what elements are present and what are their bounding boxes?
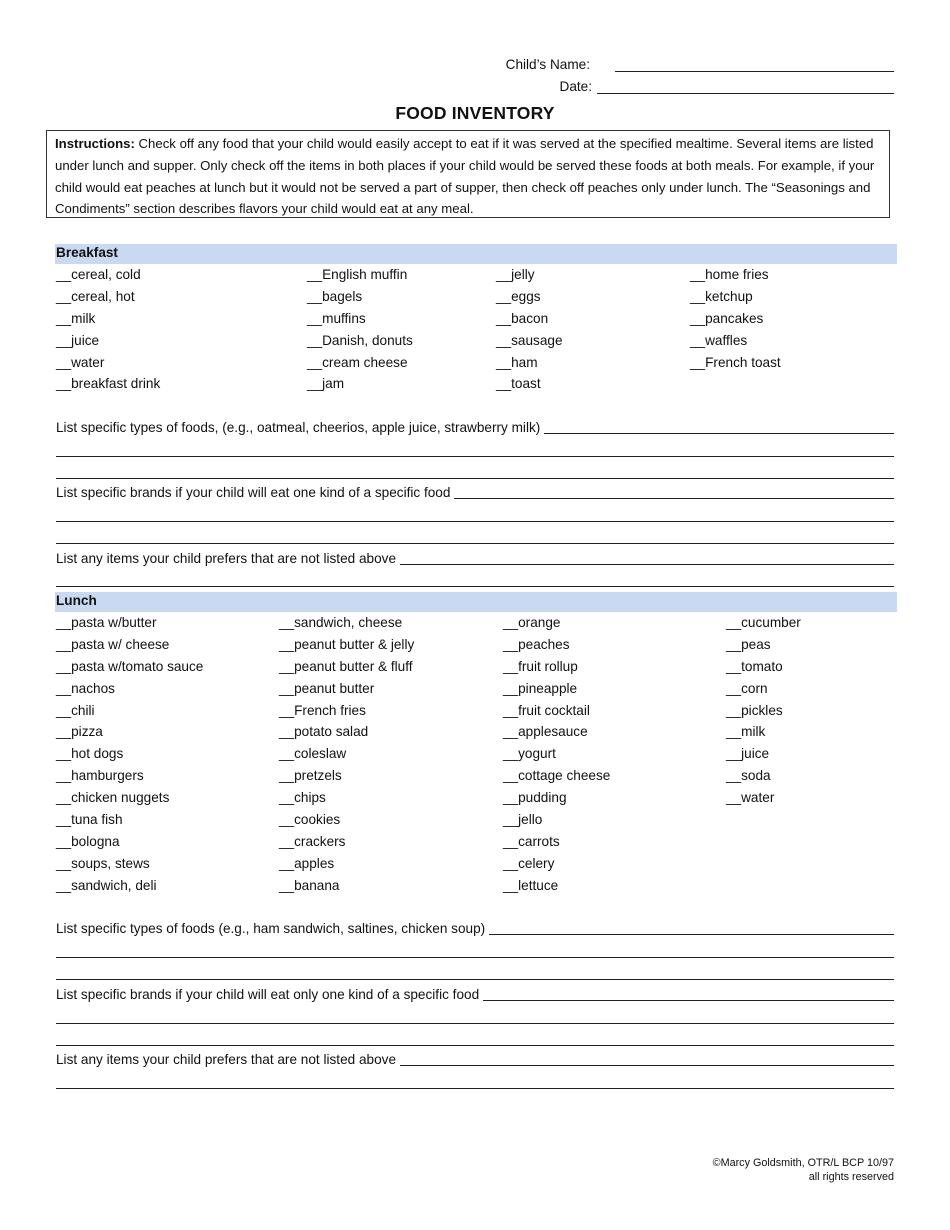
list-item[interactable]: __waffles bbox=[690, 332, 748, 348]
list-item[interactable]: __yogurt bbox=[503, 746, 556, 762]
instructions-text: Check off any food that your child would easily accept to eat if it was served at the specified mealtime. Several items are listed under lunch and supper. Only check off the items in both places if your child would be served these foods at both meals. For example, if your child would eat peaches at lunch but it would not be served a part of supper, then check off peaches only under lunch. The “Seasonings and Condiments” section describes flavors your child would eat at any meal. bbox=[55, 136, 875, 217]
list-item[interactable]: __banana bbox=[279, 877, 340, 893]
list-item[interactable]: __juice bbox=[56, 332, 100, 348]
rights-line: all rights reserved bbox=[808, 1171, 894, 1183]
breakfast-types-prompt bbox=[56, 414, 894, 436]
answer-line[interactable] bbox=[56, 1023, 894, 1024]
list-item[interactable]: __pudding bbox=[503, 790, 567, 806]
list-item[interactable]: __applesauce bbox=[503, 724, 588, 740]
breakfast-column-2 bbox=[307, 264, 413, 395]
lunch-column-1 bbox=[56, 612, 203, 897]
copyright-line: ©Marcy Goldsmith, OTR/L BCP 10/97 bbox=[712, 1157, 894, 1169]
lunch-section-header bbox=[55, 592, 897, 612]
child-name-label: Child’s Name: bbox=[505, 57, 590, 72]
list-item[interactable]: __peanut butter & jelly bbox=[279, 636, 415, 652]
lunch-heading: Lunch bbox=[56, 593, 97, 608]
answer-line[interactable] bbox=[483, 1000, 894, 1001]
list-item[interactable]: __jello bbox=[503, 812, 543, 828]
list-item[interactable]: __crackers bbox=[279, 833, 346, 849]
answer-line[interactable] bbox=[56, 521, 894, 522]
list-item[interactable]: __hamburgers bbox=[56, 768, 144, 784]
list-item[interactable]: __nachos bbox=[56, 680, 115, 696]
list-item[interactable]: __pasta w/tomato sauce bbox=[56, 658, 204, 674]
list-item[interactable]: __celery bbox=[503, 855, 555, 871]
answer-line[interactable] bbox=[489, 934, 894, 935]
list-item[interactable]: __bagels bbox=[307, 288, 363, 304]
list-item[interactable]: __cucumber bbox=[726, 615, 801, 630]
list-item[interactable]: __cookies bbox=[279, 812, 341, 828]
answer-line[interactable] bbox=[544, 433, 894, 434]
list-item[interactable]: __chicken nuggets bbox=[56, 790, 170, 806]
prompt-label: List specific brands if your child will eat one kind of a specific food bbox=[56, 485, 451, 500]
list-item[interactable]: __cream cheese bbox=[307, 354, 408, 370]
list-item[interactable]: __soda bbox=[726, 768, 771, 784]
list-item[interactable]: __sandwich, cheese bbox=[279, 615, 403, 630]
list-item[interactable]: __milk bbox=[726, 724, 766, 740]
list-item[interactable]: __cereal, cold bbox=[56, 267, 141, 282]
lunch-types-prompt bbox=[56, 915, 894, 937]
list-item[interactable]: __jam bbox=[307, 376, 345, 392]
list-item[interactable]: __juice bbox=[726, 746, 770, 762]
list-item[interactable]: __muffins bbox=[307, 310, 366, 326]
answer-line[interactable] bbox=[400, 1065, 894, 1066]
list-item[interactable]: __sandwich, deli bbox=[56, 877, 157, 893]
answer-line[interactable] bbox=[56, 1088, 894, 1089]
list-item[interactable]: __ketchup bbox=[690, 288, 753, 304]
list-item[interactable]: __corn bbox=[726, 680, 768, 696]
list-item[interactable]: __pickles bbox=[726, 702, 783, 718]
breakfast-brands-prompt bbox=[56, 479, 894, 501]
list-item[interactable]: __cottage cheese bbox=[503, 768, 611, 784]
date-label: Date: bbox=[559, 79, 592, 94]
list-item[interactable]: __lettuce bbox=[503, 877, 559, 893]
list-item[interactable]: __orange bbox=[503, 615, 561, 630]
list-item[interactable]: __peanut butter bbox=[279, 680, 375, 696]
list-item[interactable]: __French fries bbox=[279, 702, 366, 718]
list-item[interactable]: __eggs bbox=[496, 288, 541, 304]
list-item[interactable]: __breakfast drink bbox=[56, 376, 161, 392]
list-item[interactable]: __hot dogs bbox=[56, 746, 124, 762]
list-item[interactable]: __tomato bbox=[726, 658, 783, 674]
list-item[interactable]: __bologna bbox=[56, 833, 120, 849]
list-item[interactable]: __pancakes bbox=[690, 310, 764, 326]
date-field[interactable] bbox=[597, 93, 894, 94]
list-item[interactable]: __fruit rollup bbox=[503, 658, 578, 674]
list-item[interactable]: __peaches bbox=[503, 636, 570, 652]
answer-line[interactable] bbox=[56, 456, 894, 457]
lunch-column-2 bbox=[279, 612, 414, 897]
list-item[interactable]: __potato salad bbox=[279, 724, 369, 740]
breakfast-column-4 bbox=[690, 264, 781, 373]
answer-line[interactable] bbox=[56, 957, 894, 958]
breakfast-column-1 bbox=[56, 264, 160, 395]
list-item[interactable]: __apples bbox=[279, 855, 335, 871]
list-item[interactable]: __pasta w/ cheese bbox=[56, 636, 170, 652]
list-item[interactable]: __pasta w/butter bbox=[56, 615, 157, 630]
prompt-label: List any items your child prefers that are not listed above bbox=[56, 551, 397, 566]
breakfast-section-header bbox=[55, 244, 897, 264]
prompt-label: List specific brands if your child will eat only one kind of a specific food bbox=[56, 987, 480, 1002]
list-item[interactable]: __coleslaw bbox=[279, 746, 347, 762]
list-item[interactable]: __tuna fish bbox=[56, 812, 123, 828]
instructions-box bbox=[46, 130, 890, 218]
list-item[interactable]: __pineapple bbox=[503, 680, 578, 696]
list-item[interactable]: __carrots bbox=[503, 833, 560, 849]
list-item[interactable]: __water bbox=[726, 790, 775, 806]
prompt-label: List specific types of foods (e.g., ham sandwich, saltines, chicken soup) bbox=[56, 921, 486, 936]
answer-line[interactable] bbox=[56, 586, 894, 587]
list-item[interactable]: __bacon bbox=[496, 310, 549, 326]
list-item[interactable]: __French toast bbox=[690, 354, 781, 370]
list-item[interactable]: __chips bbox=[279, 790, 326, 806]
lunch-brands-prompt bbox=[56, 981, 894, 1003]
instructions-lead: Instructions: bbox=[55, 136, 135, 151]
list-item[interactable]: __peanut butter & fluff bbox=[279, 658, 413, 674]
list-item[interactable]: __pizza bbox=[56, 724, 103, 740]
list-item[interactable]: __milk bbox=[56, 310, 96, 326]
list-item[interactable]: __peas bbox=[726, 636, 771, 652]
list-item[interactable]: __cereal, hot bbox=[56, 288, 135, 304]
copyright-footer bbox=[713, 1156, 894, 1184]
list-item[interactable]: __English muffin bbox=[307, 267, 408, 282]
breakfast-heading: Breakfast bbox=[56, 245, 118, 260]
prompt-label: List any items your child prefers that are not listed above bbox=[56, 1052, 397, 1067]
list-item[interactable]: __jelly bbox=[496, 267, 535, 282]
list-item[interactable]: __ham bbox=[496, 354, 538, 370]
list-item[interactable]: __sausage bbox=[496, 332, 563, 348]
lunch-column-4 bbox=[726, 612, 801, 809]
page-title: FOOD INVENTORY bbox=[395, 103, 555, 123]
answer-line[interactable] bbox=[56, 543, 894, 544]
list-item[interactable]: __toast bbox=[496, 376, 541, 392]
breakfast-column-3 bbox=[496, 264, 563, 395]
lunch-other-prompt bbox=[56, 1046, 894, 1068]
list-item[interactable]: __soups, stews bbox=[56, 855, 150, 871]
list-item[interactable]: __pretzels bbox=[279, 768, 342, 784]
answer-line[interactable] bbox=[454, 498, 894, 499]
list-item[interactable]: __fruit cocktail bbox=[503, 702, 590, 718]
list-item[interactable]: __Danish, donuts bbox=[307, 332, 413, 348]
child-name-field[interactable] bbox=[615, 71, 894, 72]
list-item[interactable]: __chili bbox=[56, 702, 95, 718]
prompt-label: List specific types of foods, (e.g., oatmeal, cheerios, apple juice, strawberry milk) bbox=[56, 420, 541, 435]
breakfast-other-prompt bbox=[56, 545, 894, 567]
answer-line[interactable] bbox=[400, 564, 894, 565]
list-item[interactable]: __home fries bbox=[690, 267, 769, 282]
lunch-column-3 bbox=[503, 612, 610, 897]
list-item[interactable]: __water bbox=[56, 354, 105, 370]
answer-line[interactable] bbox=[56, 979, 894, 980]
